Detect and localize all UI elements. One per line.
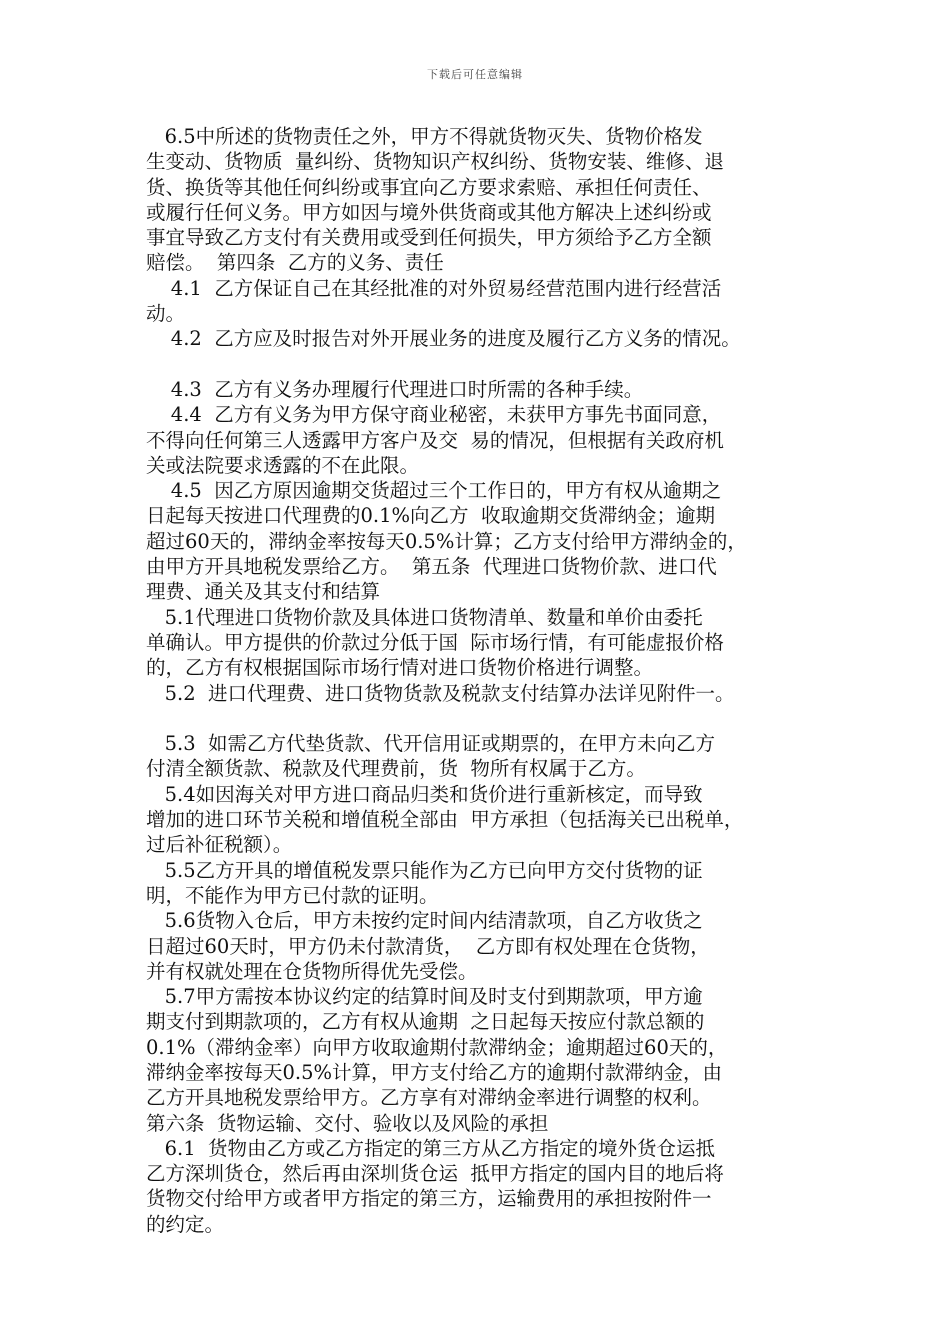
text-line: 4.3 乙方有义务办理履行代理进口时所需的各种手续。 (146, 377, 644, 401)
paragraph (146, 352, 816, 377)
text-line: 4.2 乙方应及时报告对外开展业务的进度及履行乙方义务的情况。 (146, 327, 741, 351)
text-line: 6.1 货物由乙方或乙方指定的第三方从乙方指定的境外货仓运抵 (146, 1136, 716, 1160)
text-line: 5.1代理进口货物价款及具体进口货物清单、数量和单价由委托 (146, 605, 703, 629)
text-line: 动。 (146, 302, 186, 326)
text-line: 或履行任何义务。甲方如因与境外供货商或其他方解决上述纠纷或 (146, 200, 712, 224)
paragraph (146, 605, 816, 681)
text-line: 滞纳金率按每天0.5%计算，甲方支付给乙方的逾期付款滞纳金，由 (146, 1060, 723, 1084)
text-line: 并有权就处理在仓货物所得优先受偿。 (146, 959, 478, 983)
text-line: 5.5乙方开具的增值税发票只能作为乙方已向甲方交付货物的证 (146, 858, 703, 882)
text-line: 6.5中所述的货物责任之外，甲方不得就货物灭失、货物价格发 (146, 125, 703, 148)
paragraph (146, 984, 816, 1136)
paragraph (146, 1136, 816, 1237)
text-line: 由甲方开具地税发票给乙方。 第五条 代理进口货物价款、进口代 (146, 555, 717, 579)
document-body (146, 124, 816, 1237)
paragraph (146, 326, 816, 351)
text-line: 事宜导致乙方支付有关费用或受到任何损失，甲方须给予乙方全额 (146, 226, 712, 250)
text-line: 4.4 乙方有义务为甲方保守商业秘密，未获甲方事先书面同意， (146, 403, 722, 427)
paragraph (146, 124, 816, 276)
text-line: 5.4如因海关对甲方进口商品归类和货价进行重新核定，而导致 (146, 782, 703, 806)
paragraph (146, 908, 816, 984)
blank-line (146, 706, 816, 731)
paragraph (146, 858, 816, 909)
text-line: 赔偿。 第四条 乙方的义务、责任 (146, 251, 444, 275)
text-line: 日超过60天时，甲方仍未付款清货， 乙方即有权处理在仓货物， (146, 934, 710, 958)
text-line: 过后补征税额）。 (146, 833, 293, 857)
text-line: 付清全额货款、税款及代理费前，货 物所有权属于乙方。 (146, 757, 646, 781)
text-line: 超过60天的，滞纳金率按每天0.5%计算；乙方支付给甲方滞纳金的， (146, 529, 747, 553)
paragraph (146, 377, 816, 402)
text-line: 5.6货物入仓后，甲方未按约定时间内结清款项，自乙方收货之 (146, 909, 703, 933)
paragraph (146, 478, 816, 604)
text-line: 乙方开具地税发票给甲方。乙方享有对滞纳金率进行调整的权利。 (146, 1086, 712, 1110)
text-line: 货物交付给甲方或者甲方指定的第三方，运输费用的承担按附件一 (146, 1187, 712, 1211)
text-line: 日起每天按进口代理费的0.1%向乙方 收取逾期交货滞纳金；逾期 (146, 504, 715, 528)
text-line: 5.2 进口代理费、进口货物货款及税款支付结算办法详见附件一。 (146, 681, 735, 705)
text-line: 不得向任何第三人透露甲方客户及交 易的情况，但根据有关政府机 (146, 428, 724, 452)
page-header: 下载后可任意编辑 (427, 68, 523, 81)
text-line: 第六条 货物运输、交付、验收以及风险的承担 (146, 1111, 549, 1135)
text-line: 明，不能作为甲方已付款的证明。 (146, 883, 439, 907)
text-line: 关或法院要求透露的不在此限。 (146, 453, 420, 477)
text-line: 0.1%（滞纳金率）向甲方收取逾期付款滞纳金；逾期超过60天的， (146, 1035, 728, 1059)
text-line: 理费、通关及其支付和结算 (146, 580, 381, 604)
paragraph (146, 731, 816, 782)
text-line: 5.7甲方需按本协议约定的结算时间及时支付到期款项，甲方逾 (146, 985, 703, 1009)
paragraph (146, 681, 816, 706)
text-line: 乙方深圳货仓，然后再由深圳货仓运 抵甲方指定的国内目的地后将 (146, 1162, 724, 1186)
text-line: 货、换货等其他任何纠纷或事宜向乙方要求索赔、承担任何责任、 (146, 175, 712, 199)
text-line: 单确认。甲方提供的价款过分低于国 际市场行情，有可能虚报价格 (146, 630, 724, 654)
text-line: 5.3 如需乙方代垫货款、代开信用证或期票的，在甲方未向乙方 (146, 732, 716, 756)
paragraph (146, 782, 816, 858)
text-line: 的约定。 (146, 1212, 225, 1236)
text-line: 增加的进口环节关税和增值税全部由 甲方承担（包括海关已出税单， (146, 808, 744, 832)
text-line: 4.5 因乙方原因逾期交货超过三个工作日的，甲方有权从逾期之 (146, 479, 722, 503)
text-line: 4.1 乙方保证自己在其经批准的对外贸易经营范围内进行经营活 (146, 276, 722, 300)
blank-line (146, 352, 816, 377)
text-line: 生变动、货物质 量纠纷、货物知识产权纠纷、货物安装、维修、退 (146, 150, 724, 174)
text-line: 期支付到期款项的，乙方有权从逾期 之日起每天按应付款总额的 (146, 1010, 705, 1034)
paragraph (146, 276, 816, 327)
text-line: 的，乙方有权根据国际市场行情对进口货物价格进行调整。 (146, 656, 654, 680)
paragraph (146, 706, 816, 731)
paragraph (146, 402, 816, 478)
